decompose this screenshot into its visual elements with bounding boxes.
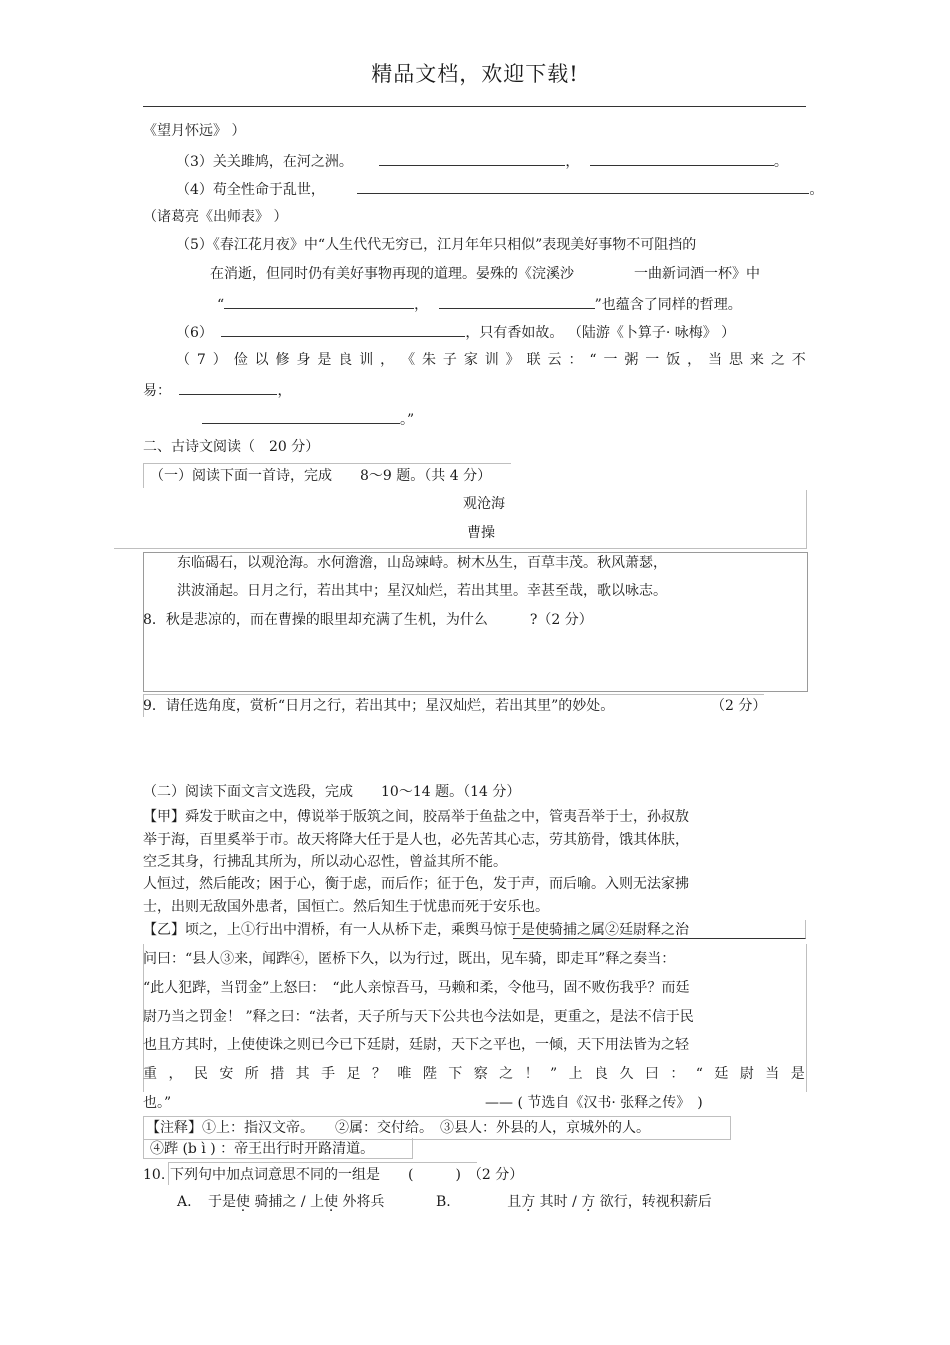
jia-line-1: 【甲】舜发于畎亩之中，傅说举于版筑之间，胶鬲举于鱼盐之中，管夷吾举于士，孙叔敖	[143, 809, 689, 825]
poem-line-1: 东临碣石，以观沧海。水何澹澹，山岛竦峙。树木丛生，百草丰茂。秋风萧瑟，	[177, 555, 667, 571]
q7-line-1-char: 饭	[666, 352, 681, 368]
q7-line-1-char: ，	[380, 352, 395, 368]
q7-line-1-char: 训	[484, 352, 499, 368]
yi-line-3: “此人犯跸，当罚金”上怒曰： “此人亲惊吾马，马赖和柔，令他马，固不败伤我乎？而廷	[143, 980, 690, 996]
q7-line-1-char: ）	[212, 352, 227, 368]
yi-line-6-char: 上	[568, 1066, 583, 1082]
yi-line-6-char: ：	[670, 1066, 685, 1082]
option-a-text-3: 外将兵	[338, 1194, 385, 1210]
q6-text: ，只有香如故。 （陆游《卜算子· 咏梅》 ）	[465, 325, 736, 341]
poem-title: 观沧海	[463, 496, 505, 512]
option-b-dotted-word-1: 方	[521, 1194, 536, 1210]
sub2-heading: （二）阅读下面文言文选段，完成 10～14 题。（14 分）	[143, 784, 521, 800]
yi-line-6-char: ”	[550, 1066, 558, 1082]
yi-line-6-char: 是	[790, 1066, 805, 1082]
poem-title-frame	[114, 490, 807, 549]
q7-line-1-char: 一	[603, 352, 618, 368]
yi-line-6-char: 其	[295, 1066, 310, 1082]
yi-line-6-char: 足	[346, 1066, 361, 1082]
jia-line-3: 空乏其身，行拂乱其所为，所以动心忍性，曾益其所不能。	[143, 854, 507, 870]
q7-line-1-char: 来	[749, 352, 764, 368]
q6-blank[interactable]	[221, 324, 465, 337]
sub1-heading: （一）阅读下面一首诗，完成 8～9 题。（共 4 分）	[150, 468, 492, 484]
q5-close: ”也蕴含了同样的哲理。	[594, 297, 742, 313]
q7-line-3	[202, 411, 414, 427]
option-b-text-3: 欲行，转视积薪后	[595, 1194, 712, 1210]
yi-line-6-char: 良	[594, 1066, 609, 1082]
q7-line-1-char: 身	[296, 352, 311, 368]
q7-line-1-char: 是	[317, 352, 332, 368]
option-b-label: B.	[436, 1194, 451, 1210]
q4-label: （4）苟全性命于乱世，	[176, 182, 325, 198]
q3-label: （3）关关雎鸠，在河之洲。	[176, 154, 353, 170]
poem-line-2: 洪波涌起。日月之行，若出其中；星汉灿烂，若出其里。幸甚至哉，歌以咏志。	[177, 583, 667, 599]
q5-line-2	[210, 267, 760, 281]
q7-line-1-char: 联	[526, 352, 541, 368]
option-a-text-1: 于是	[208, 1194, 237, 1210]
question-9: 9．请任选角度，赏析“日月之行，若出其中；星汉灿烂，若出其里”的妙处。	[143, 698, 615, 714]
option-a-label: A.	[177, 1194, 192, 1210]
q7-line-1-char: ：	[568, 352, 583, 368]
q7-line-2	[143, 382, 291, 398]
yi-line-6-char: 重	[143, 1066, 157, 1082]
yi-line-6-char: 尉	[739, 1066, 754, 1082]
q10-text: 下列句中加点词意思不同的一组是 ( ) （2 分）	[170, 1167, 524, 1183]
q7-line-1-char: 思	[728, 352, 743, 368]
option-b-text-2: 其时 /	[535, 1194, 582, 1210]
q3-blank-2[interactable]	[590, 153, 774, 166]
q7-line-1-char: 云	[547, 352, 562, 368]
q7-line-1-char: 粥	[624, 352, 639, 368]
q7-line-1-char: 一	[645, 352, 660, 368]
q5-blank-1[interactable]	[224, 296, 414, 309]
q4-blank[interactable]	[357, 181, 809, 194]
notes-line-2: ④跸 (b ì ) ：帝王出行时开路清道。	[150, 1141, 375, 1157]
q3-comma: ，	[565, 154, 580, 170]
q4-line	[176, 181, 823, 197]
q7-line-1-char: 训	[359, 352, 374, 368]
section-2-heading: 二、古诗文阅读（ 20 分）	[143, 439, 320, 455]
q7-end: 。”	[400, 412, 415, 428]
page-header-title: 精品文档，欢迎下载!	[371, 62, 579, 86]
yi-line-6-char: ！	[524, 1066, 539, 1082]
yi-line-6-char: 措	[270, 1066, 285, 1082]
q7-blank-2[interactable]	[202, 411, 400, 424]
q5-line-2a: 在消逝，但同时仍有美好事物再现的道理。晏殊的《浣溪沙	[210, 266, 574, 282]
q7-line-1-char: 家	[463, 352, 478, 368]
yi-line-4: 尉乃当之罚金！ ”释之曰：“法者，天子所与天下公共也今法如是，更重之，是法不信于民	[143, 1009, 694, 1025]
option-b-text-1: 且	[507, 1194, 522, 1210]
q7-line-1-char: “	[589, 352, 597, 368]
yi-line-6	[143, 1067, 805, 1081]
q3-line	[176, 153, 788, 169]
question-9-score: （2 分）	[711, 698, 767, 714]
q5-blank-2[interactable]	[439, 296, 595, 309]
question-8: 8．秋是悲凉的，而在曹操的眼里却充满了生机，为什么 ?（2 分）	[143, 612, 593, 628]
q4-source: （诸葛亮《出师表》 ）	[143, 209, 288, 225]
option-a-dotted-word-1: 使	[236, 1194, 251, 1210]
q5-line-2b: 一曲新词酒一杯》中	[634, 266, 760, 282]
option-a[interactable]	[177, 1195, 385, 1209]
q7-line-1-char: 不	[791, 352, 806, 368]
q3-end: 。	[773, 154, 788, 170]
jia-line-4: 人恒过，然后能改；困于心，衡于虑，而后作；征于色，发于声，而后喻。入则无法家拂	[143, 876, 689, 892]
q7-blank-1[interactable]	[179, 382, 277, 395]
yi-line-6-char: 安	[219, 1066, 234, 1082]
yi-line-6-char: 陛	[422, 1066, 437, 1082]
yi-line-6-char: “	[695, 1066, 703, 1082]
q7-line-1-char: 俭	[233, 352, 248, 368]
q7-line-1-char: 》	[505, 352, 520, 368]
yi-line-6-char: 之	[499, 1066, 514, 1082]
yi-line-6-char: 民	[193, 1066, 208, 1082]
jia-line-2: 举于海，百里奚举于市。故天将降大任于是人也，必先苦其心志，劳其筋骨，饿其体肤，	[143, 832, 689, 848]
yi-line-6-char: 唯	[397, 1066, 412, 1082]
yi-line-1: 【乙】顷之，上①行出中渭桥，有一人从桥下走，乘舆马惊于是使骑捕之属②廷尉释之治	[143, 922, 689, 938]
q6-line	[176, 324, 735, 340]
q7-line-1-char: 以	[254, 352, 269, 368]
q6-label: （6）	[176, 325, 213, 341]
yi-line-6-char: 手	[321, 1066, 336, 1082]
q7-line-1-char: 修	[275, 352, 290, 368]
q5-line-1: （5）《春江花月夜》中“人生代代无穷已，江月年年只相似”表现美好事物不可阻挡的	[176, 237, 697, 253]
q7-line-1-char: 之	[770, 352, 785, 368]
q7-line-1-char: 当	[708, 352, 723, 368]
notes-line-1: 【注释】①上：指汉文帝。 ②属：交付给。 ③县人：外县的人，京城外的人。	[146, 1120, 650, 1136]
option-b-dotted-word-2: 方	[581, 1194, 596, 1210]
q5-open-quote: “	[217, 297, 225, 313]
q7-line-1-char: 7	[196, 352, 206, 368]
q7-line-1-char: （	[176, 352, 190, 368]
poem-author: 曹操	[467, 525, 495, 541]
yi-line-6-char: 久	[619, 1066, 634, 1082]
q7-comma: ，	[277, 383, 292, 399]
yi-line-2: 问曰：“县人③来，闻跸④，匿桥下久，以为行过，既出，见车骑，即走耳”释之奏当：	[143, 951, 676, 967]
q7-line-1-char: 《	[401, 352, 416, 368]
q3-blank-1[interactable]	[379, 153, 565, 166]
q7-line-1-char: 朱	[421, 352, 436, 368]
jia-line-5: 士，出则无敌国外患者，国恒亡。然后知生于忧患而死于安乐也。	[143, 899, 549, 915]
yi-line-6-char: 所	[244, 1066, 259, 1082]
q10-label: 10.	[143, 1167, 166, 1183]
text-source: —— ( 节选自《汉书· 张释之传》 )	[485, 1095, 703, 1111]
q5-comma: ，	[414, 297, 429, 313]
yi-line-6-char: 察	[473, 1066, 488, 1082]
q7-line-1-char: ，	[687, 352, 702, 368]
q7-label-yi: 易：	[143, 383, 171, 399]
yi-line-6-char: 廷	[714, 1066, 729, 1082]
source-wangyue: 《望月怀远》 ）	[143, 123, 246, 139]
yi-line-6-char: ？	[371, 1066, 386, 1082]
q7-line-1-char: 子	[442, 352, 457, 368]
yi-line-6-char: ，	[168, 1066, 183, 1082]
option-b[interactable]	[436, 1195, 712, 1209]
yi-line-6-char: 曰	[644, 1066, 659, 1082]
q7-line-1-char: 良	[338, 352, 353, 368]
yi-line-5: 也且方其时，上使使诛之则已今已下廷尉，廷尉，天下之平也，一倾，天下用法皆为之轻	[143, 1037, 689, 1053]
q4-end: 。	[809, 182, 824, 198]
yi-line-7: 也。”	[143, 1095, 172, 1111]
yi-line-6-char: 当	[765, 1066, 780, 1082]
option-a-text-2: 骑捕之 / 上	[250, 1194, 325, 1210]
option-a-dotted-word-2: 使	[324, 1194, 339, 1210]
q5-line-3	[217, 296, 742, 312]
yi-line-6-char: 下	[448, 1066, 463, 1082]
header-rule	[143, 106, 806, 107]
q7-line-1	[176, 353, 806, 367]
